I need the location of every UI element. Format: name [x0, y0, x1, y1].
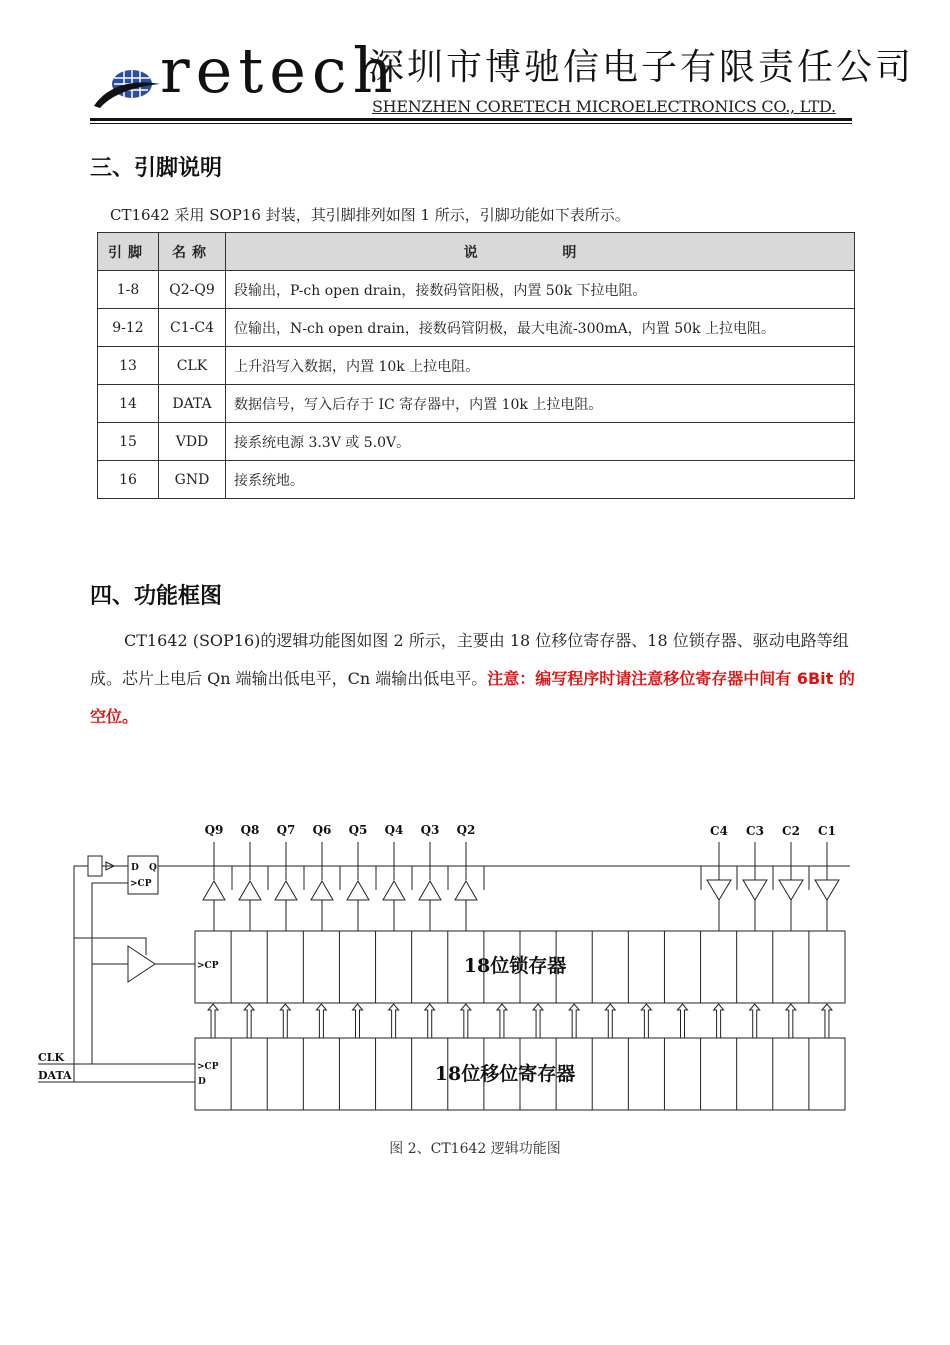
pin-cell: 14 — [98, 385, 159, 423]
header-rule-thin — [90, 123, 852, 124]
name-cell: VDD — [159, 423, 226, 461]
q-driver-icon — [275, 881, 297, 900]
section-paragraph — [90, 622, 865, 736]
table-row — [98, 385, 855, 423]
transfer-arrow-icon — [605, 1004, 615, 1038]
ff-q-label: Q — [149, 863, 157, 873]
name-cell: CLK — [159, 347, 226, 385]
transfer-arrow-icon — [425, 1004, 435, 1038]
transfer-arrow-icon — [822, 1004, 832, 1038]
desc-cell: 段输出，P-ch open drain，接数码管阳极，内置 50k 下拉电阻。 — [226, 271, 855, 309]
c-driver-icon — [779, 880, 803, 900]
q-enable-wire — [441, 866, 448, 890]
header-desc: 说 明 — [226, 233, 855, 271]
company-name-en: SHENZHEN CORETECH MICROELECTRONICS CO., LTD. — [372, 97, 836, 116]
q-output-label: Q9 — [204, 823, 224, 837]
header-rule — [90, 118, 852, 121]
transfer-arrow-icon — [569, 1004, 579, 1038]
desc-cell: 数据信号，写入后存于 IC 寄存器中，内置 10k 上拉电阻。 — [226, 385, 855, 423]
table-header-row — [98, 233, 855, 271]
warning-note: 注意：编写程序时请注意移位寄存器中间有 6Bit 的空位。 — [90, 669, 855, 726]
transfer-arrow-icon — [750, 1004, 760, 1038]
q-output-label: Q2 — [456, 823, 476, 837]
transfer-arrow-icon — [497, 1004, 507, 1038]
section-title-block-diagram: 四、功能框图 — [90, 584, 223, 609]
paragraph-text: CT1642 (SOP16)的逻辑功能图如图 2 所示，主要由 18 位移位寄存器、18 位锁存器、驱动电路等组成。芯片上电后 Qn 端输出低电平，Cn 端输出低电平。 — [90, 631, 849, 688]
q-driver-icon — [383, 881, 405, 900]
latch-label: 18位锁存器 — [463, 955, 567, 977]
q-enable-wire — [297, 866, 304, 890]
table-row — [98, 461, 855, 499]
table-row — [98, 423, 855, 461]
pin-cell: 9-12 — [98, 309, 159, 347]
shift-d-label: D — [198, 1077, 206, 1087]
q-output-label: Q3 — [420, 823, 440, 837]
pin-cell: 15 — [98, 423, 159, 461]
name-cell: GND — [159, 461, 226, 499]
ff-cp-label: >CP — [130, 879, 152, 889]
transfer-arrow-icon — [786, 1004, 796, 1038]
transfer-arrow-icon — [533, 1004, 543, 1038]
header-name: 名称 — [159, 233, 226, 271]
pin-cell: 1-8 — [98, 271, 159, 309]
q-driver-icon — [239, 881, 261, 900]
q-output-label: Q4 — [384, 823, 404, 837]
q-enable-wire — [261, 866, 268, 890]
c-driver-icon — [743, 880, 767, 900]
desc-cell: 接系统电源 3.3V 或 5.0V。 — [226, 423, 855, 461]
data-label: DATA — [38, 1069, 72, 1082]
pin-cell: 16 — [98, 461, 159, 499]
q-enable-wire — [405, 866, 412, 890]
transfer-arrow-icon — [353, 1004, 363, 1038]
transfer-arrow-icon — [641, 1004, 651, 1038]
name-cell: Q2-Q9 — [159, 271, 226, 309]
data-to-buffer-wire — [74, 866, 88, 1082]
logic-diagram — [0, 800, 950, 1120]
latch-cp-label: >CP — [197, 961, 219, 971]
c-output-label: C3 — [746, 824, 764, 838]
logo-text: retech — [160, 34, 399, 107]
c-output-label: C2 — [782, 824, 800, 838]
shift-register-label: 18位移位寄存器 — [434, 1063, 576, 1085]
transfer-arrow-icon — [244, 1004, 254, 1038]
transfer-arrow-icon — [208, 1004, 218, 1038]
c-output-label: C4 — [710, 824, 728, 838]
q-driver-icon — [311, 881, 333, 900]
q-driver-icon — [419, 881, 441, 900]
section-intro: CT1642 采用 SOP16 封装，其引脚排列如图 1 所示，引脚功能如下表所示。 — [110, 206, 630, 224]
desc-cell: 上升沿写入数据，内置 10k 上拉电阻。 — [226, 347, 855, 385]
transfer-arrows — [208, 1004, 832, 1038]
transfer-arrow-icon — [461, 1004, 471, 1038]
q-output-label: Q5 — [348, 823, 368, 837]
q-drivers — [203, 823, 484, 931]
c-drivers — [701, 824, 839, 931]
transfer-arrow-icon — [280, 1004, 290, 1038]
c-driver-icon — [815, 880, 839, 900]
q-enable-wire — [333, 866, 340, 890]
q-output-label: Q7 — [276, 823, 296, 837]
transfer-arrow-icon — [389, 1004, 399, 1038]
q-output-label: Q8 — [240, 823, 260, 837]
q-enable-wire — [477, 866, 484, 890]
small-buffer-block — [88, 856, 102, 876]
pin-table — [97, 232, 855, 499]
ff-d-label: D — [131, 863, 139, 873]
name-cell: DATA — [159, 385, 226, 423]
data-to-clock-buffer-wire — [74, 938, 146, 955]
header-pin: 引脚 — [98, 233, 159, 271]
table-row — [98, 309, 855, 347]
q-driver-icon — [203, 881, 225, 900]
figure-caption: 图 2、CT1642 逻辑功能图 — [389, 1141, 561, 1157]
section-title-pins: 三、引脚说明 — [90, 156, 223, 181]
desc-cell: 位输出，N-ch open drain，接数码管阴极，最大电流-300mA，内置 50k 上拉电阻。 — [226, 309, 855, 347]
q-enable-wire — [225, 866, 232, 890]
name-cell: C1-C4 — [159, 309, 226, 347]
q-output-label: Q6 — [312, 823, 332, 837]
desc-cell: 接系统地。 — [226, 461, 855, 499]
pin-cell: 13 — [98, 347, 159, 385]
clk-to-ff-wire — [92, 883, 128, 1064]
table-row — [98, 347, 855, 385]
transfer-arrow-icon — [316, 1004, 326, 1038]
clk-label: CLK — [38, 1051, 65, 1064]
transfer-arrow-icon — [714, 1004, 724, 1038]
transfer-arrow-icon — [678, 1004, 688, 1038]
q-driver-icon — [455, 881, 477, 900]
coretech-logo-icon — [90, 62, 162, 114]
company-name-cn: 深圳市博驰信电子有限责任公司 — [368, 47, 915, 88]
q-enable-wire — [369, 866, 376, 890]
shift-cp-label: >CP — [197, 1062, 219, 1072]
table-row — [98, 271, 855, 309]
q-driver-icon — [347, 881, 369, 900]
c-driver-icon — [707, 880, 731, 900]
c-output-label: C1 — [818, 824, 836, 838]
clock-buffer-icon — [128, 946, 155, 982]
